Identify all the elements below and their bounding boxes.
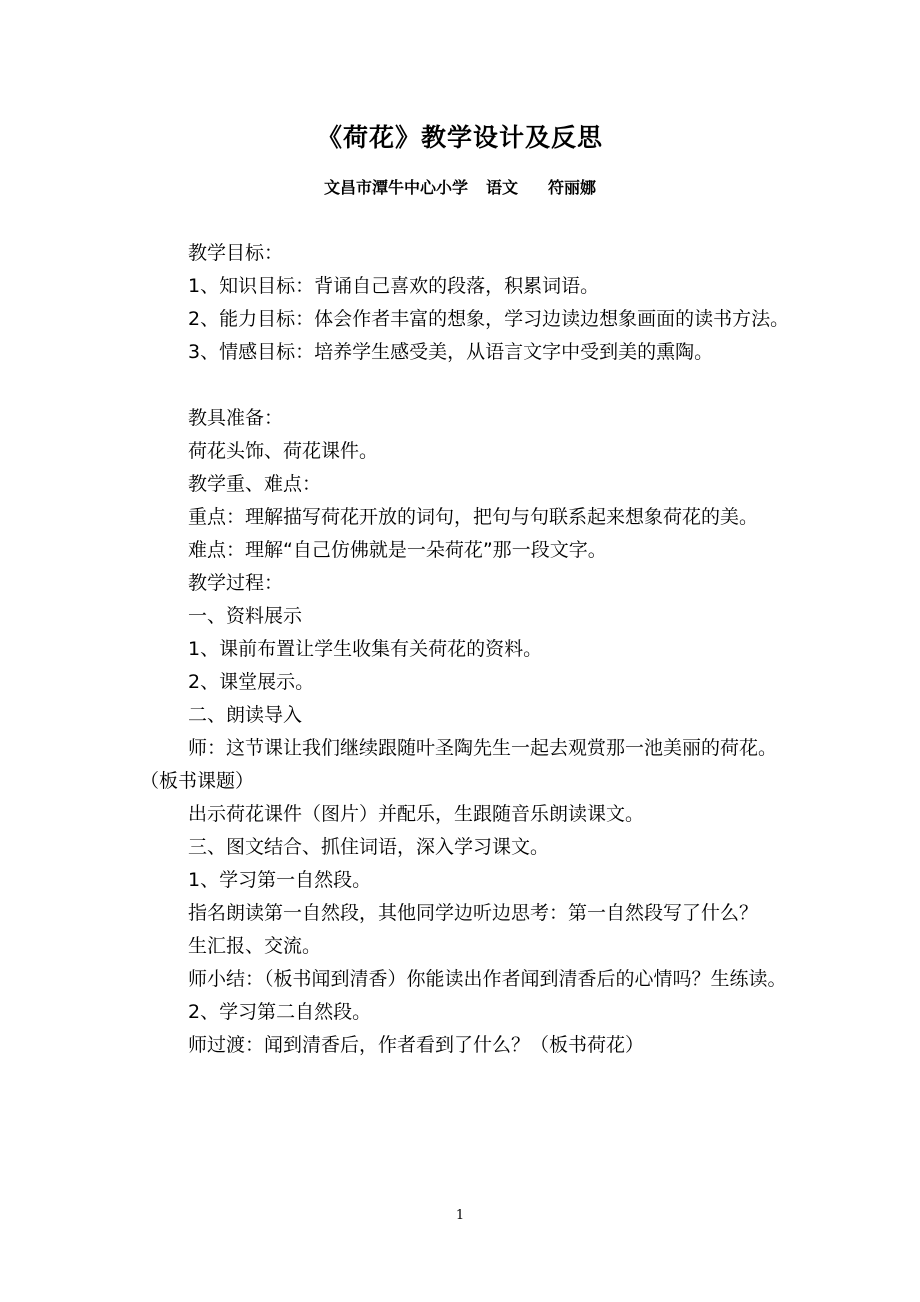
paragraph: 师：这节课让我们继续跟随叶圣陶先生一起去观赏那一池美丽的荷花。（板书课题） [140,737,778,792]
paragraph: 师过渡：闻到清香后，作者看到了什么？（板书荷花） [188,1034,645,1056]
paragraph: 二、朗读导入 [188,704,303,726]
document-body [140,237,790,1062]
paragraph: 1、学习第一自然段。 [188,869,372,891]
author-name: 符丽娜 [548,178,597,197]
paragraph: 教学重、难点： [188,473,322,495]
paragraph: 一、资料展示 [188,605,303,627]
paragraph: 1、知识目标：背诵自己喜欢的段落，积累词语。 [188,275,600,297]
blank-line [140,369,790,402]
paragraph: 重点：理解描写荷花开放的词句，把句与句联系起来想象荷花的美。 [188,506,759,528]
paragraph: 师小结：（板书闻到清香）你能读出作者闻到清香后的心情吗？生练读。 [188,968,787,990]
paragraph: 教学目标： [188,242,284,264]
document-title: 《荷花》教学设计及反思 [316,123,603,152]
paragraph: 2、课堂展示。 [188,671,315,693]
paragraph: 2、学习第二自然段。 [188,1001,372,1023]
page-number: 1 [455,1208,465,1223]
paragraph: 指名朗读第一自然段，其他同学边听边思考：第一自然段写了什么？ [188,902,759,924]
paragraph: 荷花头饰、荷花课件。 [188,440,379,462]
paragraph: 教学过程： [188,572,284,594]
school-name: 文昌市潭牛中心小学 [323,178,468,197]
paragraph: 出示荷花课件（图片）并配乐，生跟随音乐朗读课文。 [188,803,645,825]
paragraph: 3、情感目标：培养学生感受美，从语言文字中受到美的熏陶。 [188,341,714,363]
paragraph: 三、图文结合、抓住词语，深入学习课文。 [188,836,550,858]
paragraph: 1、课前布置让学生收集有关荷花的资料。 [188,638,543,660]
paragraph: 2、能力目标：体会作者丰富的想象，学习边读边想象画面的读书方法。 [188,308,790,330]
document-subtitle [0,175,920,198]
paragraph: 难点：理解“自己仿佛就是一朵荷花”那一段文字。 [188,539,607,561]
subject-name: 语文 [485,178,518,197]
paragraph: 教具准备： [188,407,284,429]
paragraph: 生汇报、交流。 [188,935,322,957]
